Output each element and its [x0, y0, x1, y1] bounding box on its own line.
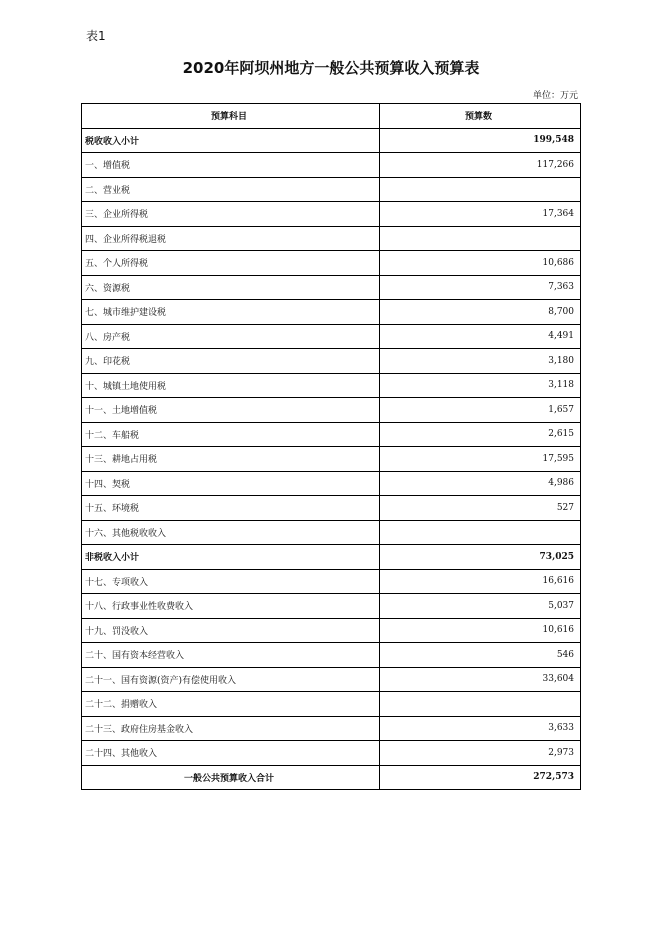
- row-amount: 3,633: [380, 716, 581, 741]
- row-item-name: 十八、行政事业性收费收入: [82, 594, 380, 619]
- table-row: [82, 324, 581, 349]
- row-amount: 3,180: [380, 349, 581, 374]
- table-row: [82, 251, 581, 276]
- table-row: [82, 520, 581, 545]
- row-amount: 10,686: [380, 251, 581, 276]
- column-header-amount: 预算数: [380, 104, 581, 129]
- table-row: [82, 202, 581, 227]
- row-item-name: 十六、其他税收收入: [82, 520, 380, 545]
- row-item-name: 十三、耕地占用税: [82, 447, 380, 472]
- row-item-name: 六、资源税: [82, 275, 380, 300]
- table-row: [82, 349, 581, 374]
- table-row: [82, 545, 581, 570]
- table-number-label: 表1: [86, 29, 106, 43]
- row-item-name: 七、城市维护建设税: [82, 300, 380, 325]
- row-item-name: 十五、环境税: [82, 496, 380, 521]
- table-row: [82, 226, 581, 251]
- table-row: [82, 422, 581, 447]
- row-item-name: 二、营业税: [82, 177, 380, 202]
- table-row: [82, 569, 581, 594]
- row-amount: [380, 226, 581, 251]
- row-amount: 73,025: [380, 545, 581, 570]
- row-amount: 272,573: [380, 765, 581, 790]
- row-amount: 527: [380, 496, 581, 521]
- table-row: [82, 741, 581, 766]
- row-item-name: 二十二、捐赠收入: [82, 692, 380, 717]
- table-row: [82, 398, 581, 423]
- row-item-name: 非税收入小计: [82, 545, 380, 570]
- row-item-name: 三、企业所得税: [82, 202, 380, 227]
- row-amount: 10,616: [380, 618, 581, 643]
- table-row: [82, 471, 581, 496]
- row-item-name: 四、企业所得税退税: [82, 226, 380, 251]
- row-item-name: 十九、罚没收入: [82, 618, 380, 643]
- row-amount: 1,657: [380, 398, 581, 423]
- row-amount: [380, 520, 581, 545]
- budget-table: [81, 103, 581, 790]
- table-row: [82, 667, 581, 692]
- table-header-row: [82, 104, 581, 129]
- row-amount: 199,548: [380, 128, 581, 153]
- table-row: [82, 300, 581, 325]
- row-amount: [380, 177, 581, 202]
- row-item-name: 一般公共预算收入合计: [82, 765, 380, 790]
- row-item-name: 五、个人所得税: [82, 251, 380, 276]
- row-amount: 33,604: [380, 667, 581, 692]
- row-item-name: 二十三、政府住房基金收入: [82, 716, 380, 741]
- table-row: [82, 153, 581, 178]
- row-item-name: 十、城镇土地使用税: [82, 373, 380, 398]
- row-item-name: 九、印花税: [82, 349, 380, 374]
- table-row: [82, 128, 581, 153]
- row-amount: 546: [380, 643, 581, 668]
- row-amount: 17,364: [380, 202, 581, 227]
- row-amount: 8,700: [380, 300, 581, 325]
- column-header-item: 预算科目: [82, 104, 380, 129]
- total-row: [82, 765, 581, 790]
- row-amount: 16,616: [380, 569, 581, 594]
- row-item-name: 十七、专项收入: [82, 569, 380, 594]
- row-amount: 17,595: [380, 447, 581, 472]
- row-item-name: 十四、契税: [82, 471, 380, 496]
- table-row: [82, 692, 581, 717]
- table-row: [82, 275, 581, 300]
- table-row: [82, 177, 581, 202]
- table-body: [82, 128, 581, 790]
- row-item-name: 税收收入小计: [82, 128, 380, 153]
- table-row: [82, 447, 581, 472]
- row-amount: 2,973: [380, 741, 581, 766]
- row-item-name: 八、房产税: [82, 324, 380, 349]
- row-amount: 4,986: [380, 471, 581, 496]
- table-row: [82, 618, 581, 643]
- row-amount: 2,615: [380, 422, 581, 447]
- row-amount: 3,118: [380, 373, 581, 398]
- row-amount: [380, 692, 581, 717]
- table-row: [82, 594, 581, 619]
- row-item-name: 二十一、国有资源(资产)有偿使用收入: [82, 667, 380, 692]
- table-row: [82, 496, 581, 521]
- row-item-name: 十二、车船税: [82, 422, 380, 447]
- row-amount: 4,491: [380, 324, 581, 349]
- page-title: 2020年阿坝州地方一般公共预算收入预算表: [182, 59, 480, 77]
- row-amount: 117,266: [380, 153, 581, 178]
- row-item-name: 十一、土地增值税: [82, 398, 380, 423]
- table-row: [82, 716, 581, 741]
- unit-label: 单位：万元: [532, 91, 578, 101]
- row-amount: 5,037: [380, 594, 581, 619]
- row-item-name: 一、增值税: [82, 153, 380, 178]
- row-item-name: 二十四、其他收入: [82, 741, 380, 766]
- row-item-name: 二十、国有资本经营收入: [82, 643, 380, 668]
- table-row: [82, 643, 581, 668]
- table-row: [82, 373, 581, 398]
- row-amount: 7,363: [380, 275, 581, 300]
